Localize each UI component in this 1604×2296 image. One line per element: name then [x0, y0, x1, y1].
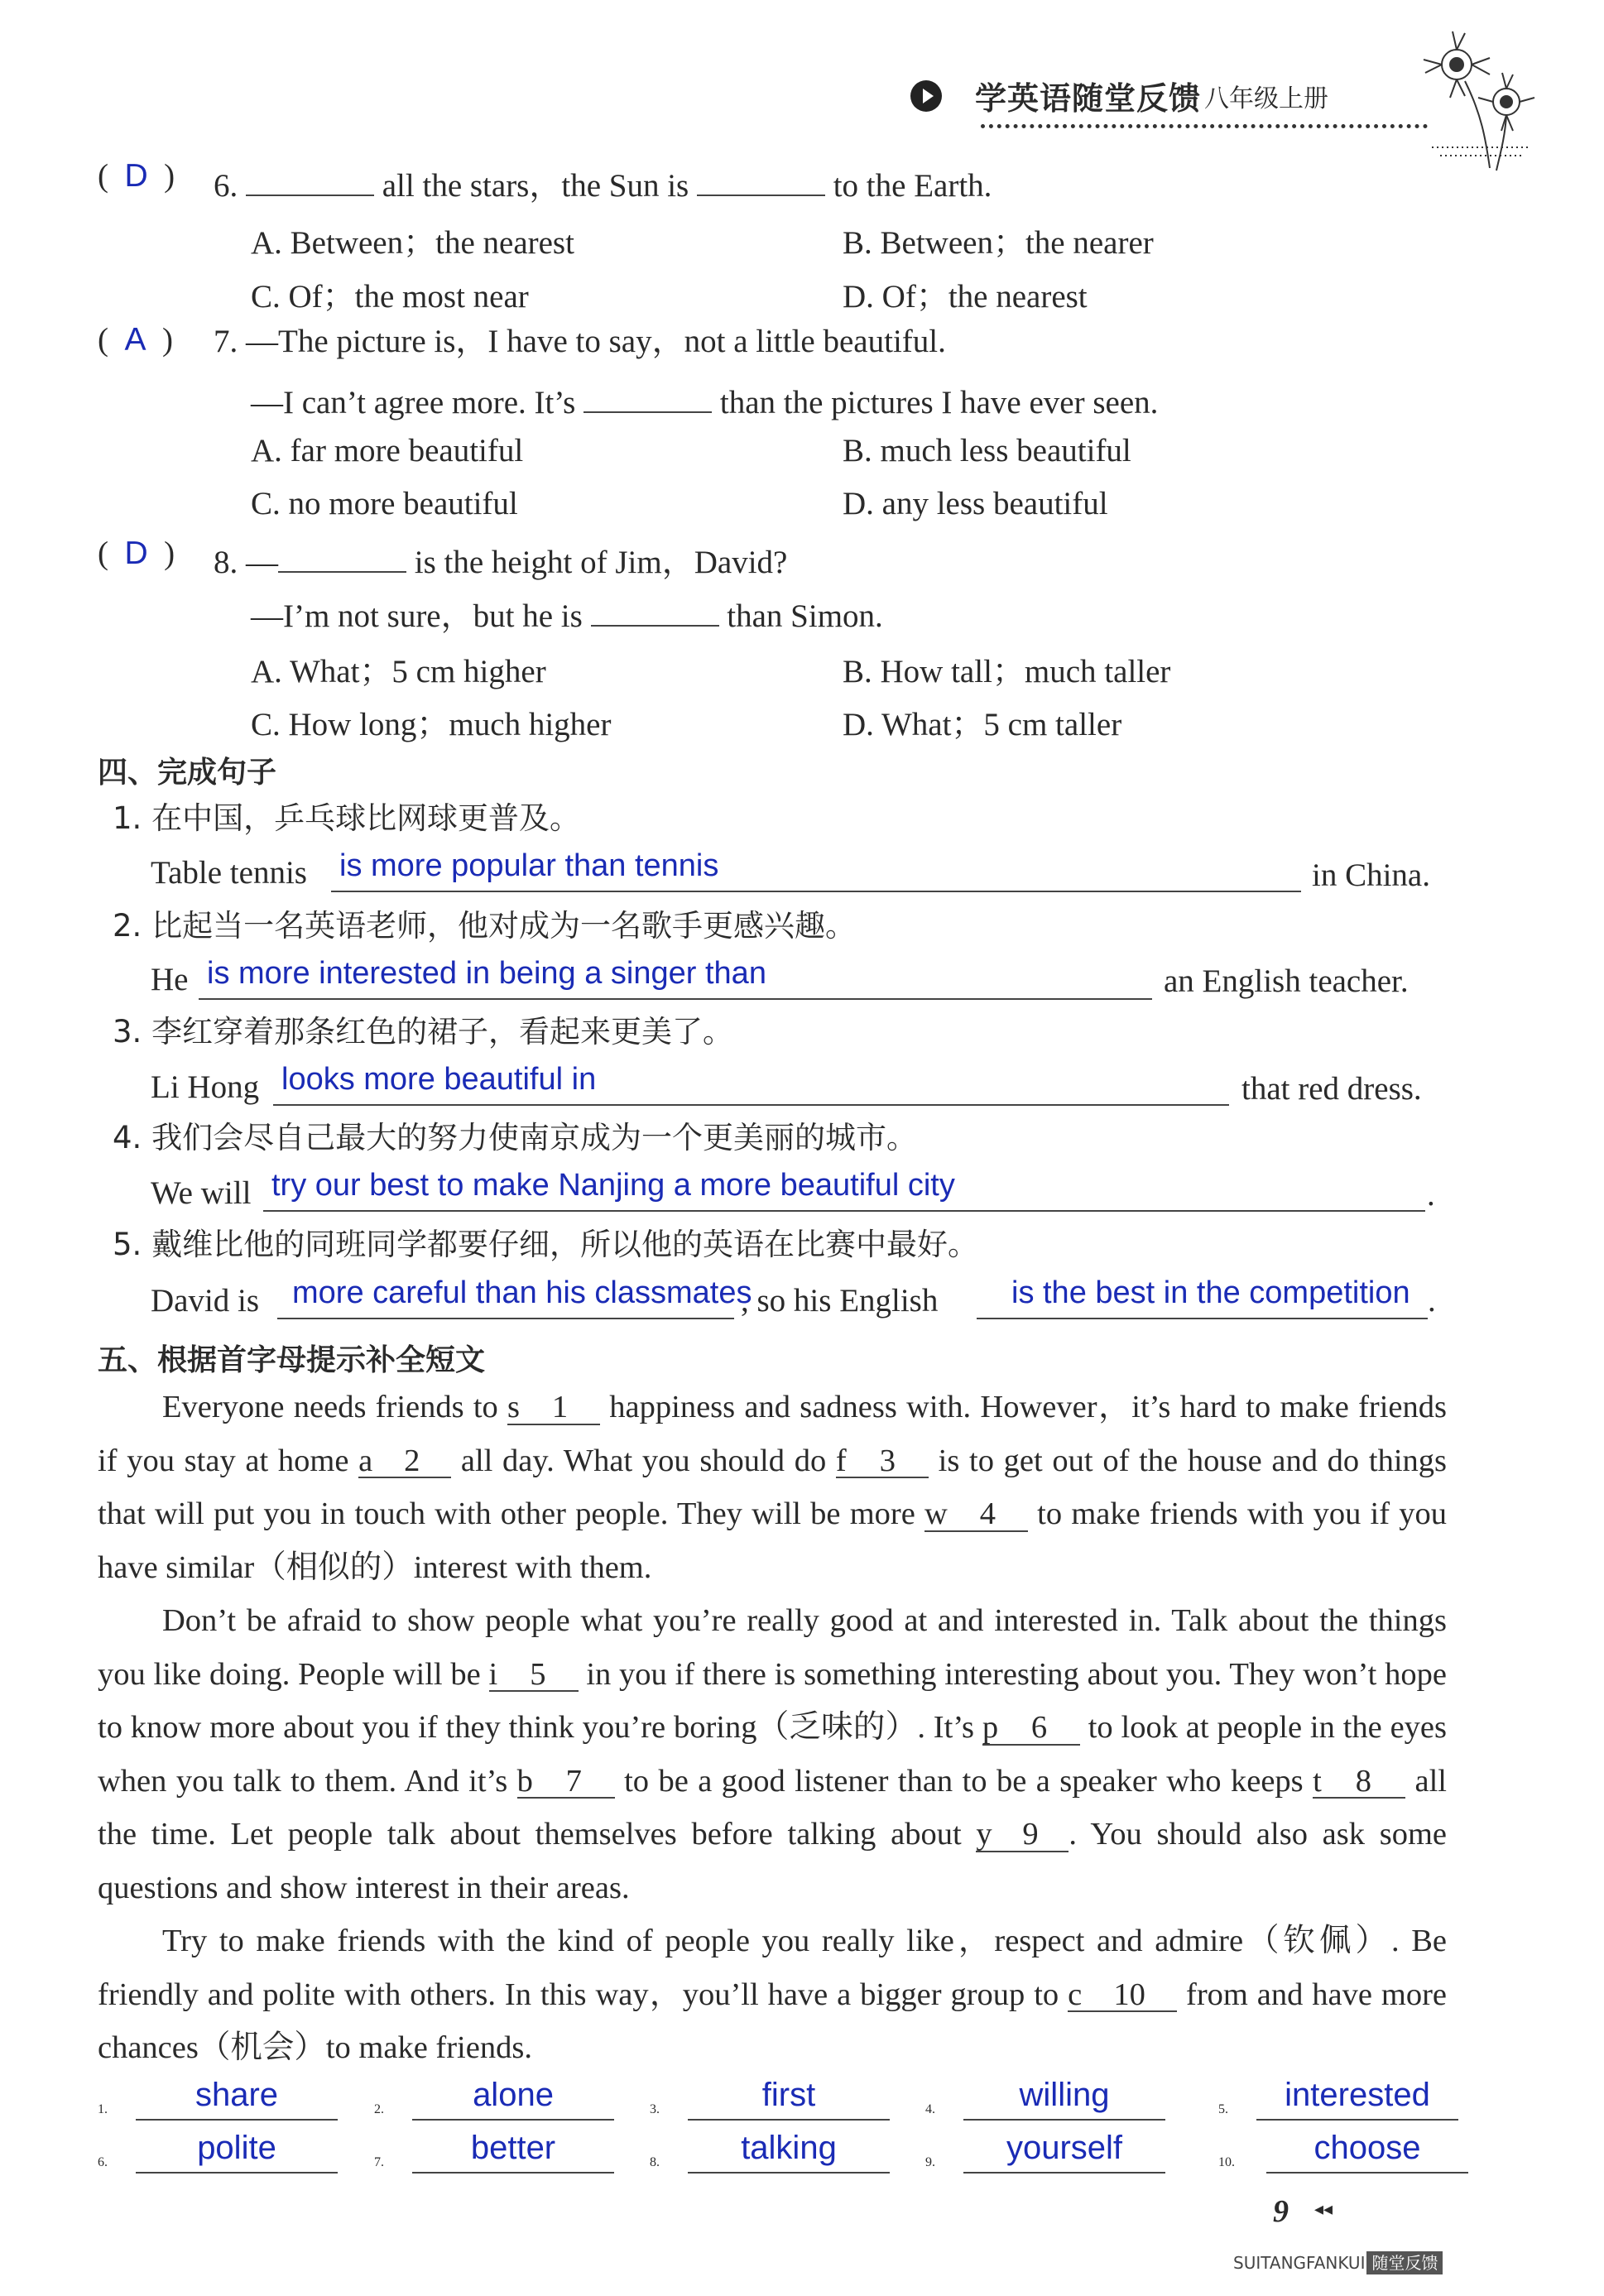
- mc-number: 8.: [214, 545, 238, 580]
- answer-number: 1.: [98, 2102, 108, 2116]
- text: Don’t be afraid to show people what you’re really good at and interested in. Talk about the things you like doing. People will be: [98, 1603, 1447, 1692]
- stem-text: all the stars，the Sun is: [382, 168, 689, 204]
- text: happiness and sadness with. However，it’s hard to make friends if you stay at home: [98, 1390, 1448, 1478]
- blank-number: 1: [551, 1390, 569, 1424]
- paragraph-3: [98, 1914, 1447, 2075]
- option-b: B. much less beautiful: [843, 433, 1131, 468]
- option-a: A. far more beautiful: [251, 433, 524, 468]
- cloze-blank-5: [488, 1656, 579, 1693]
- page-header: [910, 73, 1328, 118]
- answer-item: [98, 2076, 346, 2117]
- answer-word: better: [470, 2130, 556, 2166]
- sentence-1-pre: Table tennis: [151, 855, 307, 891]
- initial-letter: c: [1068, 1977, 1083, 2012]
- answer-word: alone: [473, 2077, 554, 2113]
- stem-text: —The picture is，I have to say，not a little beautiful.: [246, 324, 946, 359]
- answer-item: [374, 2076, 622, 2117]
- sentence-1-blank: [331, 844, 1301, 892]
- cloze-blank-2: [358, 1445, 451, 1479]
- sentence-3-post: that red dress.: [1241, 1071, 1422, 1107]
- answer-word: willing: [1019, 2077, 1110, 2113]
- mc-number: 6.: [214, 168, 238, 204]
- play-icon: [910, 80, 942, 112]
- cloze-blank-8: [1313, 1765, 1405, 1799]
- answer-word: interested: [1285, 2077, 1430, 2113]
- cloze-passage: [98, 1381, 1447, 2075]
- blank: [697, 162, 825, 196]
- stem-text: is the height of Jim，David?: [414, 545, 788, 580]
- section-4-title: 四、完成句子: [98, 756, 277, 790]
- sentence-2-cn: 2. 比起当一名英语老师，他对成为一名歌手更感兴趣。: [113, 908, 857, 944]
- sentence-4-pre: We will: [151, 1175, 252, 1211]
- sentence-5-post: .: [1428, 1283, 1436, 1319]
- blank: [246, 162, 374, 196]
- sentence-5-answer-2: is the best in the competition: [1011, 1275, 1410, 1310]
- text: in you if there is something interesting about you. They won’t hope to know more about you if they think you’re boring（乏味的）. It’s: [98, 1656, 1447, 1745]
- footer-brand: [1233, 2250, 1443, 2274]
- answer-word: first: [761, 2077, 816, 2113]
- sentence-5-blank-2: [977, 1271, 1428, 1319]
- sentence-5-answer-1: more careful than his classmates: [292, 1275, 752, 1310]
- cloze-blank-1: [507, 1391, 600, 1425]
- cloze-blank-3: [836, 1445, 929, 1479]
- option-d: D. What；5 cm taller: [843, 707, 1122, 742]
- text: all day. What you should do: [451, 1443, 836, 1478]
- text: is to get out of the house and do things that will put you in touch with other people. They will be more: [98, 1443, 1448, 1531]
- paragraph-1: [98, 1381, 1447, 1594]
- answer-item: [925, 2129, 1174, 2170]
- sentence-3-cn: 3. 李红穿着那条红色的裙子，看起来更美了。: [113, 1014, 734, 1050]
- stem-text: than the pictures I have ever seen.: [719, 385, 1159, 420]
- cloze-blank-6: [982, 1712, 1080, 1746]
- book-title: 学英语随堂反馈: [975, 80, 1202, 117]
- mc-item-6: ( D ): [98, 158, 175, 194]
- stem-text: than Simon.: [727, 598, 883, 634]
- sentence-5-pre: David is: [151, 1283, 260, 1319]
- answer-word: talking: [741, 2130, 837, 2166]
- answer-number: 4.: [925, 2102, 935, 2116]
- mc-item-7: ( A ): [98, 322, 174, 358]
- blank-number: 4: [979, 1496, 996, 1531]
- section-5-title: 五、根据首字母提示补全短文: [98, 1343, 486, 1377]
- answer-item: [650, 2129, 898, 2170]
- blank-number: 8: [1355, 1763, 1372, 1799]
- text: Everyone needs friends to: [162, 1390, 508, 1424]
- blank-number: 2: [404, 1443, 420, 1478]
- header-divider: [981, 124, 1428, 128]
- answer-item: [374, 2129, 622, 2170]
- mc-stem-6: [214, 162, 992, 202]
- sentence-1-answer: is more popular than tennis: [339, 848, 719, 883]
- initial-letter: s: [507, 1390, 521, 1424]
- text: Try to make friends with the kind of people you really like，respect and admire（钦佩）. Be friendly and polite with others. In this way，you’ll have a bigger group to: [98, 1924, 1447, 2012]
- cloze-blank-9: [976, 1818, 1069, 1852]
- sentence-5-cn: 5. 戴维比他的同班同学都要仔细，所以他的英语在比赛中最好。: [113, 1227, 979, 1262]
- sentence-3-pre: Li Hong: [151, 1069, 260, 1105]
- answer-item: [650, 2076, 898, 2117]
- answer-number: 6.: [98, 2155, 108, 2169]
- sentence-1-cn: 1. 在中国，乒乓球比网球更普及。: [113, 800, 581, 836]
- text: . You should also ask some questions and show interest in their areas.: [98, 1817, 1447, 1905]
- sentence-3-blank: [273, 1058, 1229, 1106]
- brand-badge: 随堂反馈: [1366, 2251, 1443, 2274]
- option-d: D. any less beautiful: [843, 486, 1108, 521]
- sentence-4-post: .: [1427, 1177, 1435, 1213]
- cloze-blank-10: [1068, 1979, 1177, 2013]
- answer-item: [1218, 2129, 1467, 2170]
- sentence-1-post: in China.: [1312, 857, 1430, 893]
- sentence-4-blank: [263, 1164, 1425, 1212]
- option-c: C. How long；much higher: [251, 707, 612, 742]
- sentence-2-blank: [199, 952, 1152, 1000]
- blank-number: 7: [565, 1763, 582, 1799]
- blank-number: 9: [1022, 1817, 1039, 1852]
- option-d: D. Of；the nearest: [843, 279, 1088, 315]
- answer-item: [925, 2076, 1174, 2117]
- stem-text: —: [246, 545, 278, 580]
- sentence-2-post: an English teacher.: [1164, 963, 1409, 999]
- answer-word: choose: [1313, 2130, 1421, 2166]
- cloze-blank-4: [924, 1498, 1028, 1532]
- answer-number: 9.: [925, 2155, 935, 2169]
- blank-number: 6: [1030, 1710, 1048, 1745]
- mc-stem-7-reply: [251, 379, 1158, 419]
- option-b: B. Between；the nearer: [843, 225, 1154, 261]
- mc-item-8: ( D ): [98, 536, 175, 571]
- mc-answer-8: D: [124, 536, 148, 571]
- book-grade: 八年级上册: [1204, 84, 1329, 113]
- initial-letter: y: [976, 1817, 992, 1852]
- sentence-2-answer: is more interested in being a singer than: [207, 956, 766, 991]
- sentence-2-pre: He: [151, 962, 189, 997]
- answer-number: 3.: [650, 2102, 660, 2116]
- blank-number: 5: [530, 1656, 546, 1692]
- mc-answer-6: D: [124, 158, 148, 194]
- mc-number: 7.: [214, 324, 238, 359]
- flower-decoration-icon: [1407, 23, 1539, 172]
- mc-stem-8: [214, 539, 787, 579]
- initial-letter: a: [358, 1443, 373, 1478]
- initial-letter: f: [835, 1443, 847, 1478]
- stem-text: —I’m not sure，but he is: [251, 598, 583, 634]
- text: from and have more chances（机会）to make friends.: [98, 1977, 1447, 2065]
- answer-number: 10.: [1218, 2155, 1235, 2169]
- blank: [583, 379, 712, 413]
- initial-letter: i: [488, 1656, 498, 1692]
- option-c: C. no more beautiful: [251, 486, 518, 521]
- text: all the time. Let people talk about themselves before talking about: [98, 1763, 1447, 1852]
- brand-text: SUITANGFANKUI: [1233, 2253, 1366, 2273]
- sentence-4-cn: 4. 我们会尽自己最大的努力使南京成为一个更美丽的城市。: [113, 1120, 918, 1155]
- initial-letter: b: [516, 1763, 533, 1799]
- option-c: C. Of；the most near: [251, 279, 529, 315]
- answer-number: 5.: [1218, 2102, 1228, 2116]
- blank-number: 10: [1113, 1977, 1145, 2012]
- blank: [591, 593, 719, 627]
- sentence-5-blank-1: [277, 1271, 752, 1319]
- answer-word: polite: [197, 2130, 276, 2166]
- answer-number: 8.: [650, 2155, 660, 2169]
- answer-number: 2.: [374, 2102, 384, 2116]
- paragraph-2: [98, 1594, 1447, 1914]
- text: to be a good listener than to be a speaker who keeps: [614, 1763, 1313, 1799]
- initial-letter: p: [982, 1710, 999, 1745]
- stem-text: —I can’t agree more. It’s: [251, 385, 576, 420]
- sentence-3-answer: looks more beautiful in: [281, 1062, 597, 1097]
- mc-answer-7: A: [124, 322, 146, 358]
- answer-item: [98, 2129, 346, 2170]
- option-b: B. How tall；much taller: [843, 654, 1171, 689]
- initial-letter: w: [924, 1496, 948, 1531]
- blank-number: 3: [879, 1443, 896, 1478]
- option-a: A. Between；the nearest: [251, 225, 574, 261]
- blank: [278, 539, 406, 573]
- double-arrow-icon: ◂◂: [1314, 2198, 1333, 2219]
- answer-word: yourself: [1006, 2130, 1123, 2166]
- text: to look at people in the eyes when you talk to them. And it’s: [98, 1710, 1447, 1799]
- page-number: 9: [1273, 2194, 1289, 2229]
- sentence-4-answer: try our best to make Nanjing a more beautiful city: [271, 1168, 955, 1203]
- text: to make friends with you if you have similar（相似的）interest with them.: [98, 1496, 1447, 1585]
- answer-word: share: [194, 2077, 279, 2113]
- answer-number: 7.: [374, 2155, 384, 2169]
- option-a: A. What；5 cm higher: [251, 654, 546, 689]
- stem-text: to the Earth.: [833, 168, 992, 204]
- mc-stem-7: [214, 325, 946, 358]
- answer-item: [1218, 2076, 1467, 2117]
- sentence-5-mid: , so his English: [741, 1283, 939, 1319]
- initial-letter: t: [1313, 1763, 1322, 1799]
- cloze-blank-7: [517, 1765, 615, 1799]
- mc-stem-8-reply: [251, 593, 883, 632]
